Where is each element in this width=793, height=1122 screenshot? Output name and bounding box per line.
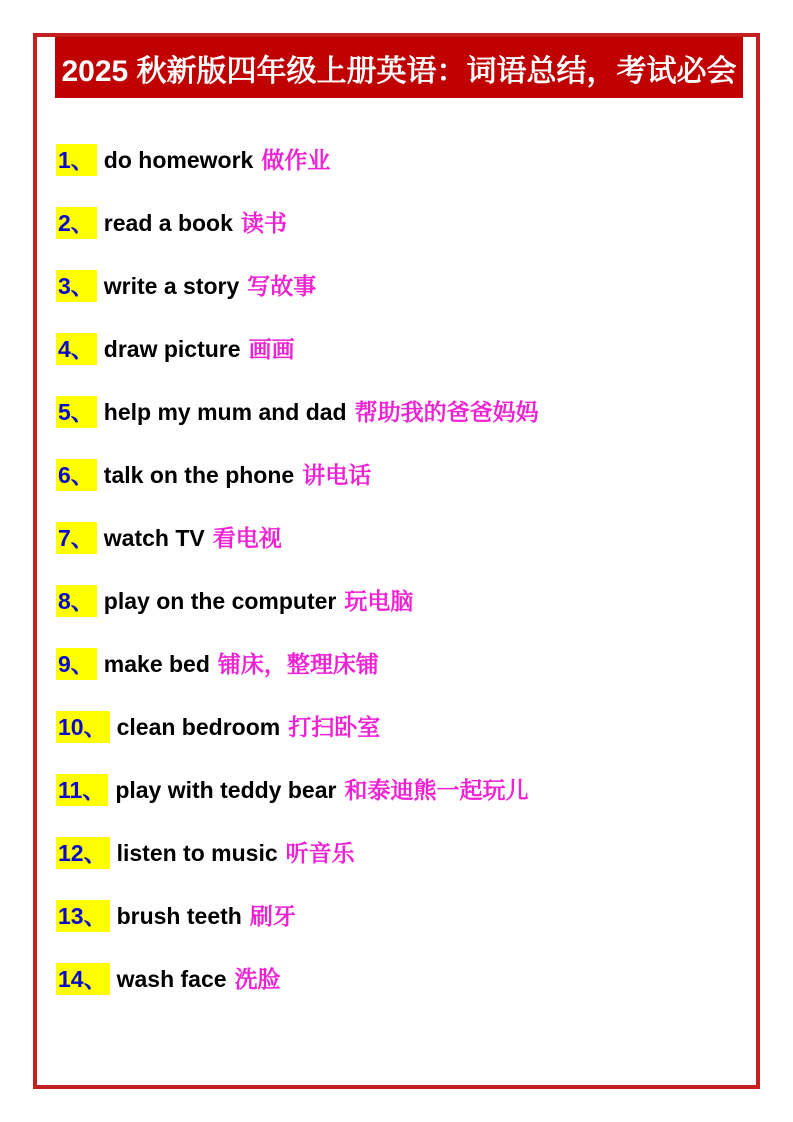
- list-item: [56, 712, 736, 743]
- item-number-highlight: 13、: [56, 900, 110, 932]
- item-english: brush teeth: [116, 903, 242, 929]
- item-number-highlight: 11、: [56, 774, 108, 806]
- list-item: [56, 838, 736, 869]
- item-english: read a book: [103, 210, 233, 236]
- item-chinese: 听音乐: [285, 840, 355, 866]
- item-english: make bed: [103, 651, 210, 677]
- list-item: [56, 523, 736, 554]
- page-frame: [33, 33, 760, 1089]
- item-chinese: 玩电脑: [344, 588, 414, 614]
- item-number-highlight: 10、: [56, 711, 110, 743]
- item-number-highlight: 7、: [56, 522, 97, 554]
- item-english: draw picture: [103, 336, 241, 362]
- item-chinese: 洗脸: [234, 966, 281, 992]
- page-title: 2025 秋新版四年级上册英语：词语总结，考试必会: [61, 54, 737, 88]
- item-english: wash face: [116, 966, 227, 992]
- list-item: [56, 460, 736, 491]
- list-item: [56, 901, 736, 932]
- item-chinese: 刷牙: [249, 903, 296, 929]
- item-chinese: 做作业: [261, 147, 331, 173]
- item-number-highlight: 4、: [56, 333, 97, 365]
- item-chinese: 画画: [248, 336, 295, 362]
- item-number-highlight: 5、: [56, 396, 97, 428]
- item-english: do homework: [103, 147, 254, 173]
- item-number-highlight: 8、: [56, 585, 97, 617]
- item-chinese: 打扫卧室: [288, 714, 381, 740]
- item-chinese: 讲电话: [302, 462, 372, 488]
- item-english: write a story: [103, 273, 240, 299]
- list-item: [56, 964, 736, 995]
- item-english: play on the computer: [103, 588, 337, 614]
- item-english: clean bedroom: [116, 714, 281, 740]
- header-banner: [55, 37, 743, 98]
- item-number-highlight: 9、: [56, 648, 97, 680]
- item-chinese: 和泰迪熊一起玩儿: [344, 777, 529, 803]
- item-english: help my mum and dad: [103, 399, 347, 425]
- list-item: [56, 334, 736, 365]
- item-number-highlight: 2、: [56, 207, 97, 239]
- item-chinese: 帮助我的爸爸妈妈: [354, 399, 539, 425]
- item-chinese: 读书: [240, 210, 287, 236]
- item-chinese: 铺床，整理床铺: [217, 651, 379, 677]
- list-item: [56, 649, 736, 680]
- item-english: talk on the phone: [103, 462, 295, 488]
- list-item: [56, 208, 736, 239]
- list-item: [56, 271, 736, 302]
- item-number-highlight: 6、: [56, 459, 97, 491]
- list-item: [56, 145, 736, 176]
- item-number-highlight: 12、: [56, 837, 110, 869]
- item-chinese: 写故事: [247, 273, 317, 299]
- item-english: listen to music: [116, 840, 278, 866]
- list-item: [56, 586, 736, 617]
- item-number-highlight: 1、: [56, 144, 97, 176]
- item-number-highlight: 14、: [56, 963, 110, 995]
- item-chinese: 看电视: [212, 525, 282, 551]
- item-number-highlight: 3、: [56, 270, 97, 302]
- list-item: [56, 397, 736, 428]
- item-english: play with teddy bear: [115, 777, 337, 803]
- item-english: watch TV: [103, 525, 205, 551]
- vocab-list: [56, 145, 736, 1027]
- list-item: [56, 775, 736, 806]
